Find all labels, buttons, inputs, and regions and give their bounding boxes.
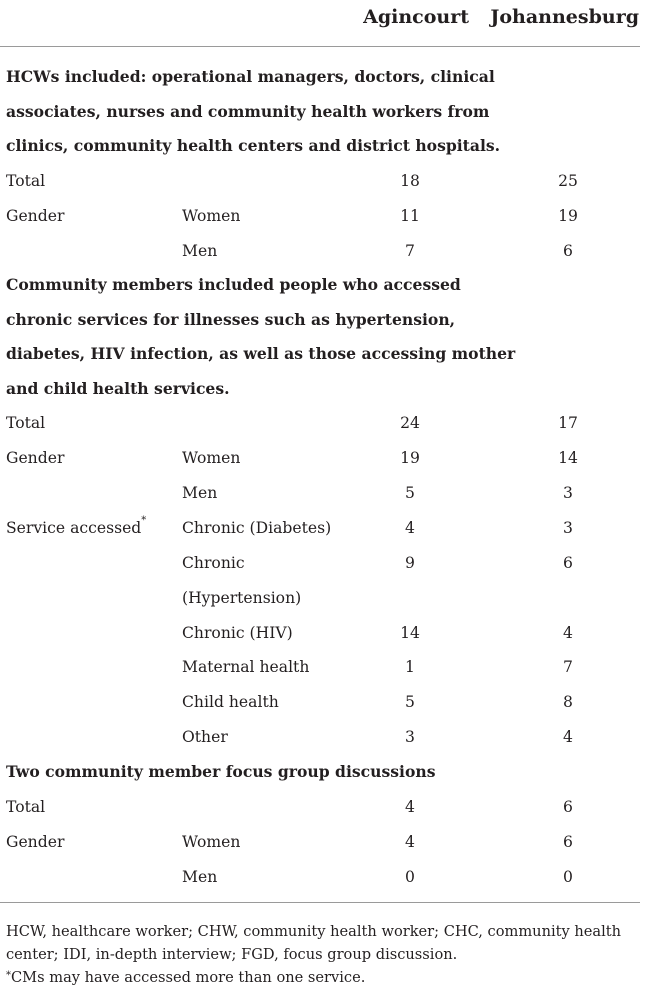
footnote-marker: * — [141, 515, 147, 526]
row-label: Total — [6, 414, 46, 432]
table-row — [0, 476, 645, 511]
cell-johannesburg: 4 — [563, 728, 573, 746]
cell-johannesburg: 25 — [558, 172, 578, 190]
cell-agincourt: 24 — [400, 414, 420, 432]
table-row — [0, 825, 645, 860]
row-label: Gender — [6, 833, 65, 851]
table-row — [0, 650, 645, 685]
footnote-star: * — [6, 970, 11, 981]
row-sublabel: Women — [182, 833, 241, 851]
cell-agincourt: 9 — [405, 554, 415, 572]
row-sublabel: Maternal health — [182, 658, 310, 676]
cell-johannesburg: 8 — [563, 693, 573, 711]
cell-agincourt: 18 — [400, 172, 420, 190]
cell-agincourt: 5 — [405, 693, 415, 711]
table-row — [0, 616, 645, 651]
row-sublabel: Men — [182, 242, 218, 260]
section-heading-community: Community members included people who accessed chronic services for illnesses such as hypertension, diabetes, HIV infection, as well as those accessing mother and child health services. — [6, 275, 516, 398]
table-row — [0, 685, 645, 720]
table-row — [0, 860, 645, 895]
abbreviations-footnote: HCW, healthcare worker; CHW, community health worker; CHC, community health center; IDI, in-depth interview; FGD, focus group discussion. — [6, 923, 622, 963]
column-header-agincourt: Agincourt — [363, 6, 469, 28]
cell-agincourt: 4 — [405, 798, 415, 816]
cell-johannesburg: 7 — [563, 658, 573, 676]
row-sublabel: Women — [182, 207, 241, 225]
cell-agincourt: 5 — [405, 484, 415, 502]
column-header-johannesburg: Johannesburg — [490, 6, 639, 28]
cell-johannesburg: 0 — [563, 868, 573, 886]
cell-agincourt: 11 — [400, 207, 420, 225]
cell-agincourt: 1 — [405, 658, 415, 676]
table-row — [0, 164, 645, 199]
table-row — [0, 234, 645, 269]
service-footnote-text: CMs may have accessed more than one service. — [11, 969, 366, 986]
row-label: Total — [6, 798, 46, 816]
table-row — [0, 199, 645, 234]
table-row — [0, 790, 645, 825]
row-label-text: Service accessed — [6, 519, 142, 537]
row-sublabel: Child health — [182, 693, 279, 711]
cell-johannesburg: 6 — [563, 242, 573, 260]
service-footnote — [6, 966, 638, 989]
cell-johannesburg: 14 — [558, 449, 578, 467]
row-sublabel: Men — [182, 868, 218, 886]
row-label — [6, 511, 146, 546]
cell-johannesburg: 3 — [563, 484, 573, 502]
row-sublabel: Other — [182, 728, 228, 746]
row-sublabel: Chronic (HIV) — [182, 624, 293, 642]
cell-johannesburg: 6 — [563, 833, 573, 851]
row-label: Gender — [6, 449, 65, 467]
cell-agincourt: 0 — [405, 868, 415, 886]
table-header — [0, 0, 645, 46]
row-sublabel: Chronic (Hypertension) — [182, 554, 302, 607]
cell-agincourt: 19 — [400, 449, 420, 467]
cell-johannesburg: 17 — [558, 414, 578, 432]
cell-johannesburg: 3 — [563, 519, 573, 537]
cell-johannesburg: 6 — [563, 554, 573, 572]
header-divider — [0, 46, 640, 47]
table-row — [0, 406, 645, 441]
row-label: Gender — [6, 207, 65, 225]
table-row — [0, 511, 645, 546]
cell-agincourt: 4 — [405, 519, 415, 537]
cell-agincourt: 7 — [405, 242, 415, 260]
table-row — [0, 720, 645, 755]
row-sublabel: Women — [182, 449, 241, 467]
row-sublabel: Men — [182, 484, 218, 502]
cell-agincourt: 4 — [405, 833, 415, 851]
section-heading-hcw: HCWs included: operational managers, doctors, clinical associates, nurses and community health workers from clinics, community health centers and district hospitals. — [6, 67, 501, 155]
table-row — [0, 441, 645, 476]
table-row — [0, 546, 645, 616]
cell-agincourt: 14 — [400, 624, 420, 642]
cell-johannesburg: 4 — [563, 624, 573, 642]
table-bottom-divider — [0, 902, 640, 903]
row-label: Total — [6, 172, 46, 190]
cell-johannesburg: 6 — [563, 798, 573, 816]
cell-agincourt: 3 — [405, 728, 415, 746]
row-sublabel: Chronic (Diabetes) — [182, 519, 332, 537]
cell-johannesburg: 19 — [558, 207, 578, 225]
section-heading-fgd: Two community member focus group discussions — [6, 762, 436, 781]
